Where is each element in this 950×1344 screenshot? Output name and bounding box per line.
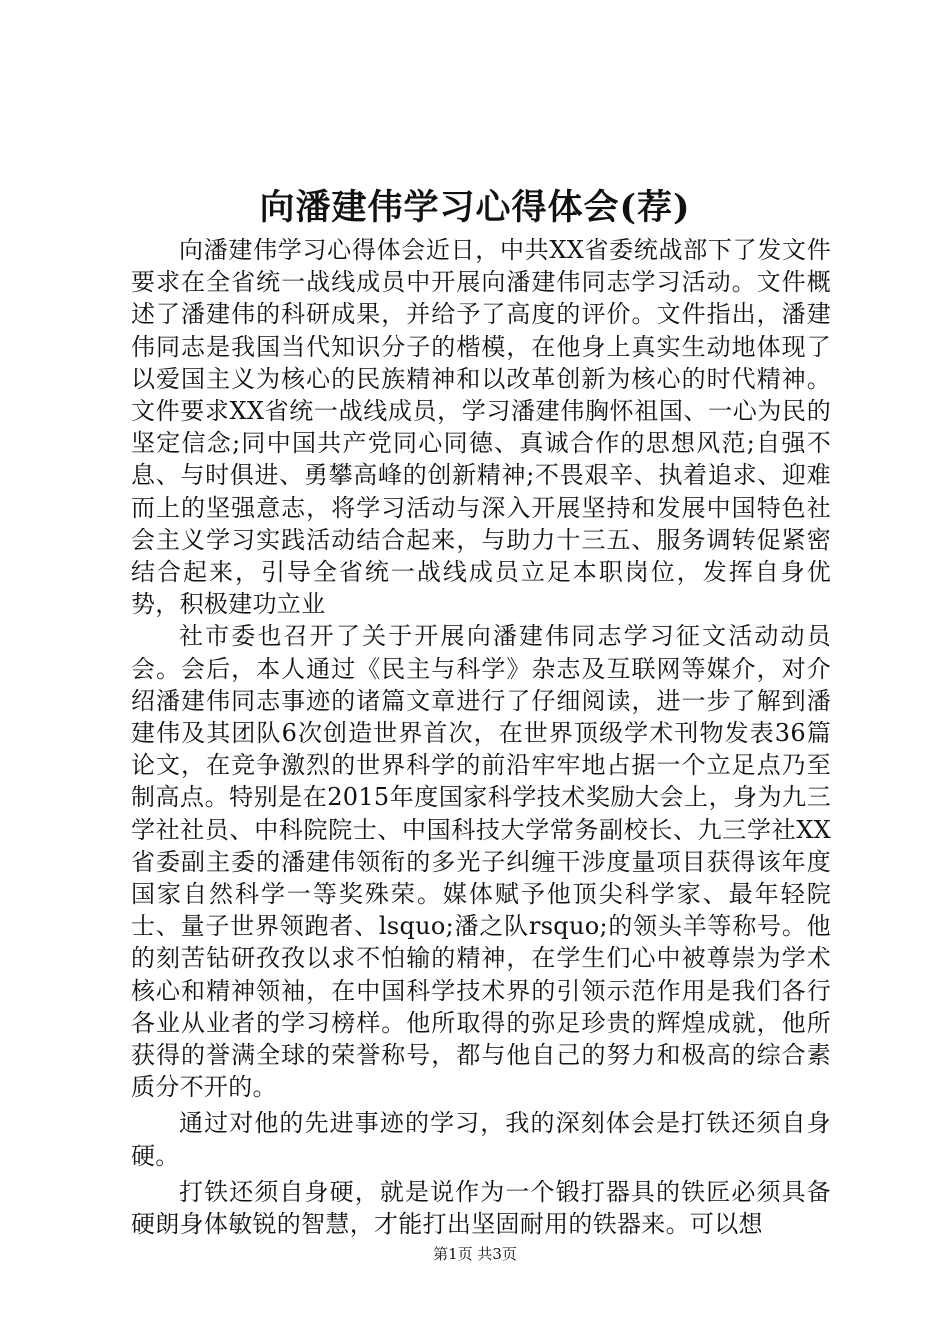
page-number-footer: 第1页 共3页 xyxy=(433,1245,517,1263)
paragraph-3: 通过对他的先进事迹的学习，我的深刻体会是打铁还须自身硬。 xyxy=(131,1109,831,1170)
paragraph-4: 打铁还须自身硬，就是说作为一个锻打器具的铁匠必须具备硬朗身体敏锐的智慧，才能打出坚固耐用的铁器来。可以想 xyxy=(131,1177,831,1239)
document-body xyxy=(131,234,831,1240)
paragraph-1: 向潘建伟学习心得体会近日，中共XX省委统战部下了发文件要求在全省统一战线成员中开展向潘建伟同志学习活动。文件概述了潘建伟的科研成果，并给予了高度的评价。文件指出，潘建伟同志是我国当代知识分子的楷模，在他身上真实生动地体现了以爱国主义为核心的民族精神和以改革创新为核心的时代精神。文件要求XX省统一战线成员，学习潘建伟胸怀祖国、一心为民的坚定信念;同中国共产党同心同德、真诚合作的思想风范;自强不息、与时俱进、勇攀高峰的创新精神;不畏艰辛、执着追求、迎难而上的坚强意志，将学习活动与深入开展坚持和发展中国特色社会主义学习实践活动结合起来，与助力十三五、服务调转促紧密结合起来，引导全省统一战线成员立足本职岗位，发挥自身优势，积极建功立业 xyxy=(131,236,831,619)
document-title: 向潘建伟学习心得体会(荐) xyxy=(259,187,691,228)
paragraph-2: 社市委也召开了关于开展向潘建伟同志学习征文活动动员会。会后，本人通过《民主与科学》杂志及互联网等媒介，对介绍潘建伟同志事迹的诸篇文章进行了仔细阅读，进一步了解到潘建伟及其团队6次创造世界首次，在世界顶级学术刊物发表36篇论文，在竞争激烈的世界科学的前沿牢牢地占据一个立足点乃至制高点。特别是在2015年度国家科学技术奖励大会上，身为九三学社社员、中科院院士、中国科技大学常务副校长、九三学社XX省委副主委的潘建伟领衔的多光子纠缠干涉度量项目获得该年度国家自然科学一等奖殊荣。媒体赋予他顶尖科学家、最年轻院士、量子世界领跑者、lsquo;潘之队rsquo;的领头羊等称号。他的刻苦钻研孜孜以求不怕输的精神，在学生们心中被尊崇为学术核心和精神领袖，在中国科学技术界的引领示范作用是我们各行各业从业者的学习榜样。他所取得的弥足珍贵的辉煌成就，他所获得的誉满全球的荣誉称号，都与他自己的努力和极高的综合素质分不开的。 xyxy=(131,622,831,1102)
